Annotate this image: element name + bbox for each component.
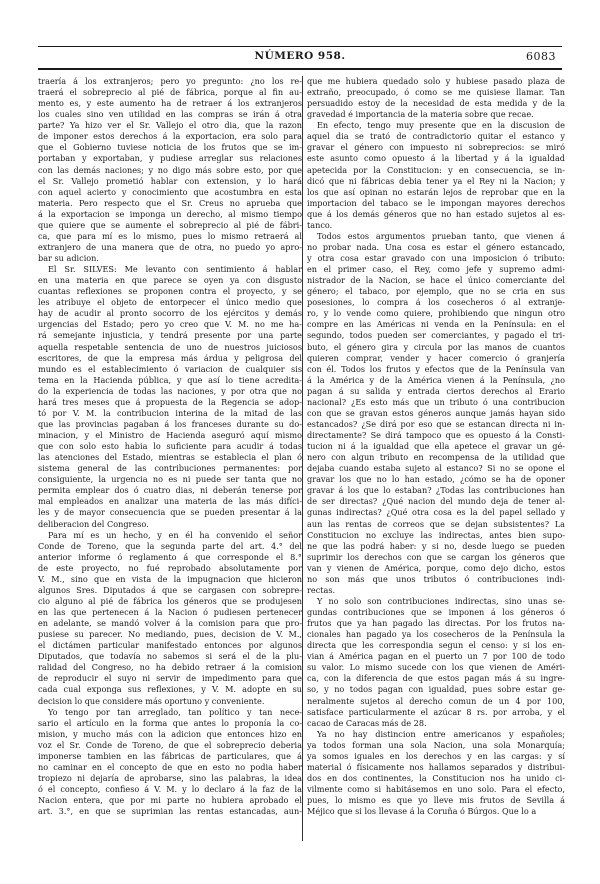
text-line: que quiere que se aumente el sobreprecio al pié de fábri-: [38, 219, 302, 230]
text-line: no caminar en el concepto de que en esto no podia haber: [38, 761, 302, 772]
text-line: ya todos forman una sola Nacion, una sola Monarquía;: [307, 739, 565, 750]
text-line: cacao de Caracas más de 28.: [307, 717, 427, 728]
text-line: en las que pertenecen á la Nacion ó pudiesen pertenecer: [38, 607, 302, 617]
text-line: suprimir los derechos con que se cargan los géneros que: [307, 551, 565, 562]
text-line: con que se gravan estos géneros aunque jamás hayan sido: [307, 407, 565, 418]
text-line: mision, y mucho más con la adicion que entonces hizo en: [38, 728, 302, 739]
text-line: cionales han pagado ya los cosecheros de la Península la: [307, 629, 565, 640]
text-line: hará tres meses que á propuesta de la Regencia se adop-: [38, 396, 302, 407]
text-line: hay de acudir al pronto socorro de los ejércitos y demás: [38, 308, 302, 319]
header-rule-top: [38, 46, 562, 47]
text-line: algunos Sres. Diputados á que se cargasen con sobrepre-: [38, 584, 302, 595]
text-line: Diputados, que todavía no sabemos si será el de la plu-: [38, 651, 302, 662]
text-line: ralidad del Congreso, no ha debido retraer á la comision: [38, 662, 302, 673]
text-line: vian á América pagan en el puerto un 7 por 100 de todo: [307, 651, 565, 662]
text-line: directa que les correspondia segun el censo: y si los en-: [307, 640, 565, 651]
text-line: do la experiencia de todas las naciones, y por otra que no: [38, 385, 302, 396]
text-line: de este proyecto, no fué reprobado absolutamente por: [38, 562, 302, 573]
text-line: aquella respetable sentencia de uno de nuestros juiciosos: [38, 341, 302, 352]
left-column: [38, 76, 302, 817]
page-header-title: NÚMERO 958.: [254, 50, 346, 62]
text-line: dejaba cuando estaba sujeto al estanco? Si no se opone el: [307, 463, 565, 474]
text-line: que me hubiera quedado solo y hubiese pasado plaza de: [307, 76, 565, 86]
text-line: gravar los que no lo han estado, ¿cómo se ha de oponer: [307, 474, 565, 485]
text-line: tó por V. M. la contribucion interina de la mitad de las: [38, 407, 302, 418]
text-line: V. M., sino que en vista de la impugnacion que hicieron: [38, 573, 302, 584]
text-line: Para mí es un hecho, y en él ha convenido el señor: [48, 529, 302, 540]
text-line: Conde de Toreno, que la segunda parte del art. 4.° del: [38, 540, 302, 551]
text-line: sario el artículo en la forma que antes lo proponía la co-: [38, 717, 302, 728]
text-line: con aquel acierto y conocimiento que acostumbra en esta: [38, 186, 302, 197]
text-line: gundas contribuciones que se imponen á los géneros ó: [307, 607, 565, 617]
text-line: sistema general de las contribuciones permanentes: por: [38, 463, 302, 474]
text-line: nacional? ¿Es esto más que un tributo ó una contribucion: [307, 396, 565, 407]
text-line: en el primer caso, el Rey, como jefe y supremo admi-: [307, 264, 565, 275]
text-line: imponerse tambien en las fábricas de particulares, que á: [38, 750, 302, 761]
text-line: Constitucion no excluye las indirectas, antes bien supo-: [307, 529, 565, 540]
column-divider: [302, 76, 303, 841]
text-line: Ya no hay distincion entre americanos y españoles;: [317, 728, 565, 739]
text-line: que las provincias pagaban á los franceses durante su do-: [38, 418, 302, 429]
right-column: [307, 76, 565, 817]
text-line: tanco.: [307, 219, 333, 230]
text-line: minacion, y el Ministro de Hacienda aseguró aquí mismo: [38, 430, 302, 440]
text-line: este asunto como opuesto á la libertad y á la igualdad: [307, 153, 565, 164]
text-line: escritores, de que la empresa más árdua y peligrosa del: [38, 352, 302, 363]
text-line: nero con algun tributo en recompensa de la utilidad que: [307, 452, 565, 463]
text-line: segundo, todos pueden ser comerciantes, y pagado el tri-: [307, 330, 565, 341]
text-line: el Sr. Vallejo prometió hablar con extension, y lo hará: [38, 175, 302, 186]
text-line: pues, lo mismo es que yo lleve mis frutos de Sevilla á: [307, 795, 565, 806]
text-line: deliberacion del Congreso.: [38, 518, 149, 529]
text-line: rectas.: [307, 584, 336, 595]
text-line: directamente? Se dirá tampoco que es opuesto á la Consti-: [307, 430, 565, 440]
text-line: frutos que ya han pagado las directas. Por los frutos na-: [307, 618, 565, 629]
text-line: bar su adicion.: [38, 253, 99, 263]
text-line: en adelante, se mandó volver á la comision para que pro-: [38, 618, 302, 629]
text-line: nistrador de la Nacion, se hace el único comerciante del: [307, 275, 565, 286]
text-line: mento es, y este aumento ha de retraer á los extranjeros: [38, 98, 302, 109]
text-line: y otra cosa estar gravado con una imposicion ó tributo:: [307, 253, 565, 263]
text-line: ne que las podrá haber: y si no, desde luego se pueden: [307, 540, 565, 551]
text-line: de ser directas? ¿Qué nacion del mundo deja de tener al-: [307, 496, 565, 507]
text-line: cuantas reflexiones se proponen contra el proyecto, y se: [38, 286, 302, 297]
text-line: los que así opinan no estarán lejos de reprobar que en la: [307, 186, 565, 197]
text-line: vilmente como si habitásemos en uno solo. Para el efecto,: [307, 784, 565, 794]
text-line: Méjico que si los llevase á la Coruña ó Búrgos. Que lo a: [307, 806, 537, 817]
text-line: traería á los extranjeros; pero yo pregunto: ¿no los re-: [38, 76, 302, 86]
text-line: tucion ni á la igualdad que ella apetece el gravar un gé-: [307, 441, 565, 452]
text-line: mundo es el establecimiento ó variacion de cualquier sis: [38, 363, 302, 374]
text-line: traerá el sobreprecio al pié de fábrica, porque al fin au-: [38, 87, 302, 98]
text-line: buto, el género gira y circula por las manos de cuantos: [307, 341, 565, 352]
text-line: ca, que para mí es lo mismo, pues lo mismo retraerá al: [38, 230, 302, 241]
text-line: el dictámen particular manifestado entonces por algunos: [38, 640, 302, 651]
text-line: les y de mayor consecuencia que se pueden presentar á la: [38, 507, 302, 518]
text-line: las atenciones del Estado, mientras se establecia el plan ó: [38, 452, 302, 463]
text-line: gravar á los que lo estaban? ¿Todas las contribuciones han: [307, 485, 565, 496]
text-line: con él. Todos los frutos y efectos que de la Península van: [307, 363, 565, 374]
text-line: urgencias del Estado; pero yo creo que V. M. no me ha-: [38, 319, 302, 330]
text-line: quieren comprar, vender y hacer comercio ó granjería: [307, 352, 565, 363]
text-line: aun las rentas de correos que se dejan subsistentes? La: [307, 518, 565, 529]
text-line: voz el Sr. Conde de Toreno, de que el sobreprecio deberia: [38, 739, 302, 750]
text-line: de reproducir el suyo ni servir de impedimento para que: [38, 673, 302, 684]
text-line: pagan á su salida y entrada ciertos derechos al Erario: [307, 385, 565, 396]
page-number: 6083: [526, 50, 556, 63]
text-line: dicó que ni fábricas debia tener ya el Rey ni la Nacion; y: [307, 175, 565, 186]
text-line: materia. Pero respecto que el Sr. Creus no aprueba que: [38, 197, 302, 208]
text-line: estancados? ¿Se dirá por eso que se estancan directa ni in-: [307, 418, 565, 429]
text-line: so, y no todos pagan con igualdad, pues sobre estar ge-: [307, 684, 565, 695]
text-line: género; el tabaco, por ejemplo, que no se cria en sus: [307, 286, 565, 297]
text-line: de imponer estos derechos á la exportacion, era solo para: [38, 131, 302, 142]
text-line: anterior informe ó reglamento á que corresponde el 8.°: [38, 551, 302, 562]
text-line: extraño, preocupado, ó como se me quisiese llamar. Tan: [307, 87, 565, 98]
text-line: Todos estos argumentos prueban tanto, que vienen á: [317, 230, 565, 241]
text-line: á la exportacion se imponga un derecho, al mismo tiempo: [38, 208, 302, 219]
text-line: art. 3.°, en que se suprimian las rentas estancadas, aun-: [38, 806, 302, 817]
text-line: mal empleados en analizar una materia de las más difíci-: [38, 496, 302, 507]
text-line: material ó físicamente nos hallamos separados y distribui-: [307, 761, 565, 772]
text-line: Nacion entera, que por mi parte no hubiera aprobado el: [38, 795, 302, 806]
text-line: los cuales sino ven utilidad en las compras se irán á otra: [38, 109, 302, 120]
text-line: gravar el género con impuesto ni sobreprecios: se miró: [307, 142, 565, 153]
header-rule-bottom: [38, 68, 562, 70]
text-line: persuadido estoy de la necesidad de esta medida y de la: [307, 98, 565, 109]
text-line: en una materia en que parece se oyen ya con disgusto: [38, 275, 302, 286]
text-line: su valor. Lo mismo sucede con los que vienen de Améri-: [307, 662, 565, 673]
text-line: consiguiente, la urgencia no es ni puede ser tanta que no: [38, 474, 302, 485]
text-line: posesiones, lo compra á los cosecheros ó al extranje-: [307, 297, 565, 308]
text-line: decision lo que considere más oportuno y conveniente.: [38, 695, 265, 706]
text-line: les atribuye el objeto de entorpecer el único medio que: [38, 297, 302, 308]
text-line: gravedad é importancia de la materia sobre que recae.: [307, 109, 534, 120]
text-line: apetecida por la Constitucion: y en consecuencia, se in-: [307, 164, 565, 175]
text-line: compre en las Américas ni venda en la Península: en el: [307, 319, 565, 330]
text-line: pusiese su parecer. No mediando, pues, decision de V. M.,: [38, 629, 302, 640]
text-line: que con solo esto habia lo suficiente para acudir á todas: [38, 441, 302, 452]
text-line: ca, con la diferencia de que estos pagan más á su ingre-: [307, 673, 565, 684]
text-line: tema en la Hacienda pública, y que así lo tiene acredita-: [38, 374, 302, 385]
text-line: parte? Ya hizo ver el Sr. Vallejo el otro dia, que la razon: [38, 120, 302, 131]
text-line: importacion del tabaco se le impongan mayores derechos: [307, 197, 565, 208]
text-line: cio alguno al pié de fábrica los géneros que se produjesen: [38, 595, 302, 606]
text-line: con las demás naciones; y no digo más sobre esto, por que: [38, 164, 302, 175]
text-line: aquel dia se trató de contradictorio quitar el estanco y: [307, 131, 565, 142]
text-line: no son más que unos tributos ó contribuciones indi-: [307, 573, 565, 584]
text-line: Y no solo son contribuciones indirectas, sino unas se-: [317, 595, 565, 606]
text-line: neralmente sujetos al derecho comun de un 4 por 100,: [307, 695, 565, 706]
text-line: que á los demás géneros que no han estado sujetos al es-: [307, 208, 565, 219]
text-line: gunas indirectas? ¿Qué otra cosa es la del papel sellado y: [307, 507, 565, 518]
text-line: El Sr. SILVES: Me levanto con sentimiento á hablar: [48, 264, 302, 275]
text-line: tropiezo ni dejaría de aprobarse, sino las palabras, la idea: [38, 772, 302, 783]
text-line: cada cual exponga sus reflexiones, y V. M. adopte en su: [38, 684, 302, 695]
text-line: portaban y exportaban, y pudiese arreglar sus relaciones: [38, 153, 302, 164]
text-line: Yo tengo por tan arreglado, tan político y tan nece-: [48, 706, 302, 717]
text-line: á la América y de la América vienen á la Península, ¿no: [307, 374, 565, 385]
text-line: permita emplear dos ó cuatro dias, ni deberán tenerse por: [38, 485, 302, 496]
text-line: no probar nada. Una cosa es estar el género estancado,: [307, 241, 565, 252]
text-line: van y vienen de América, porque, como dejo dicho, estos: [307, 562, 565, 573]
text-line: En efecto, tengo muy presente que en la discusion de: [317, 120, 565, 131]
text-line: extranjero de una manera que de otra, no puedo yo apro-: [38, 241, 302, 252]
text-line: que el Gobierno tuviese noticia de los frutos que se im-: [38, 142, 302, 153]
text-line: ya somos iguales en los derechos y en las cargas: y sí: [307, 750, 565, 761]
text-line: ó el concepto, confieso á V. M. y lo declaro á la faz de la: [38, 784, 302, 794]
text-line: satisface particularmente el azúcar 8 rs. por arroba, y el: [307, 706, 565, 717]
text-line: ro, y lo vende como quiere, prohibiendo que ningun otro: [307, 308, 565, 319]
text-line: dos en dos continentes, la Constitucion nos ha unido ci-: [307, 772, 565, 783]
text-line: rá semejante injusticia, y tendrá presente por una parte: [38, 330, 302, 341]
